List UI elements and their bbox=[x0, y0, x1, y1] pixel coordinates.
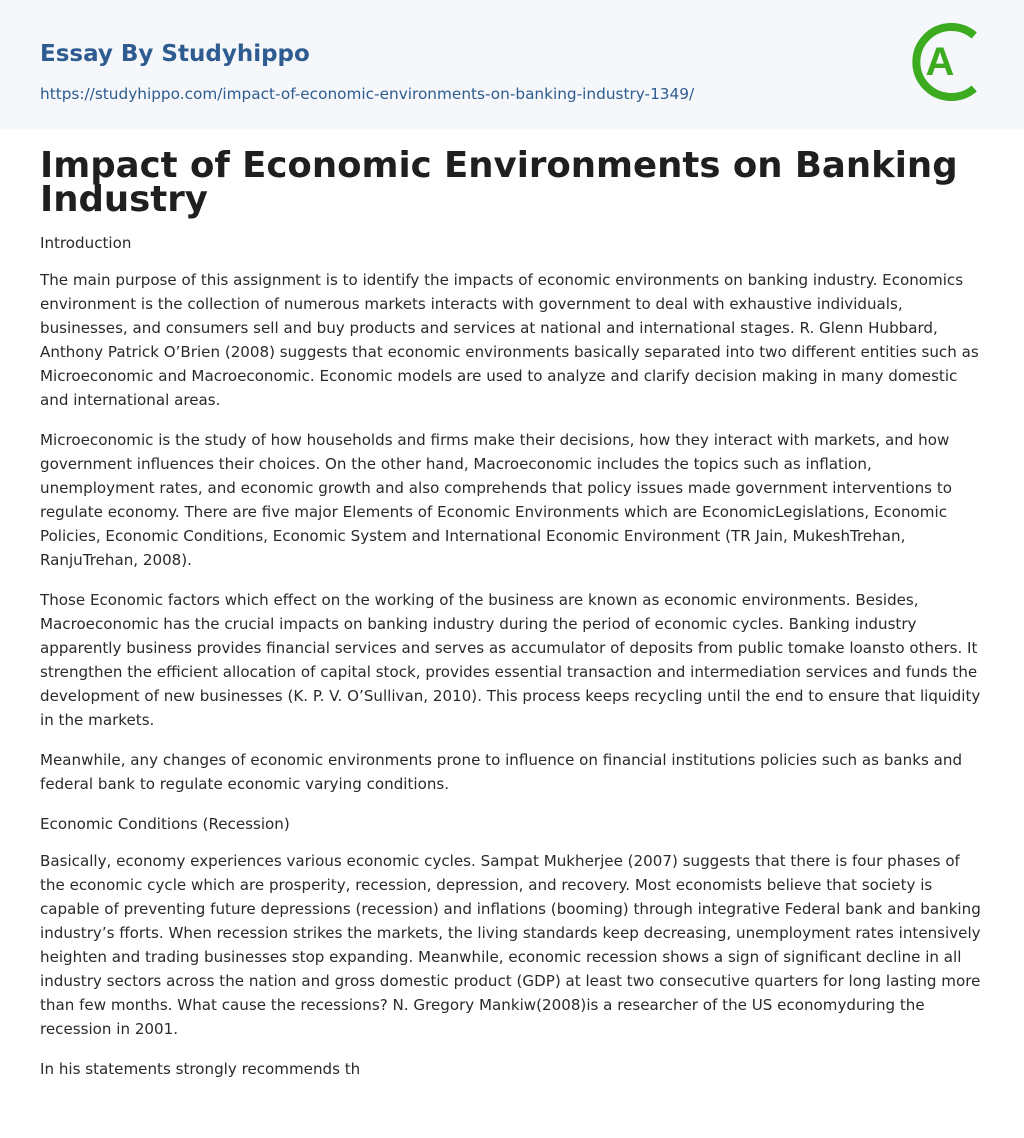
site-header bbox=[0, 0, 1024, 129]
paragraph: Basically, economy experiences various economic cycles. Sampat Mukherjee (2007) suggests that there is four phases of the economic cycle which are prosperity, recession, depression, and recovery. Most economists believe that society is capable of preventing future depressions (recession) and inflations (booming) through integrative Federal bank and banking industry’s fforts. When recession strikes the markets, the living standards keep decreasing, unemployment rates intensively heighten and trading businesses stop expanding. Meanwhile, economic recession shows a sign of significant decline in all industry sectors across the nation and gross domestic product (GDP) at least two consecutive quarters for long lasting more than few months. What cause the recessions? N. Gregory Mankiw(2008)is a researcher of the US economyduring the recession in 2001. bbox=[40, 852, 981, 1038]
paragraph-truncated: In his statements strongly recommends th bbox=[40, 1060, 361, 1078]
studyhippo-logo-icon[interactable] bbox=[906, 19, 990, 105]
section-heading-economic-conditions: Economic Conditions (Recession) bbox=[40, 815, 290, 833]
paragraph: Microeconomic is the study of how households and firms make their decisions, how they interact with markets, and how government influences their choices. On the other hand, Macroeconomic includes the topics such as inflation, unemployment rates, and economic growth and also comprehends that policy issues made government interventions to regulate economy. There are five major Elements of Economic Environments which are EconomicLegislations, Economic Policies, Economic Conditions, Economic System and International Economic Environment (TR Jain, MukeshTrehan, RanjuTrehan, 2008). bbox=[40, 431, 952, 569]
brand-title[interactable]: Essay By Studyhippo bbox=[40, 41, 310, 67]
paragraph: The main purpose of this assignment is to identify the impacts of economic environments on banking industry. Economics environment is the collection of numerous markets interacts with government to deal with exhaustive individuals, businesses, and consumers sell and buy products and services at national and international stages. R. Glenn Hubbard, Anthony Patrick O’Brien (2008) suggests that economic environments basically separated into two different entities such as Microeconomic and Macroeconomic. Economic models are used to analyze and clarify decision making in many domestic and international areas. bbox=[40, 271, 979, 409]
section-heading-introduction: Introduction bbox=[40, 234, 132, 252]
paragraph: Those Economic factors which effect on the working of the business are known as economic environments. Besides, Macroeconomic has the crucial impacts on banking industry during the period of economic cycles. Banking industry apparently business provides financial services and serves as accumulator of deposits from public tomake loansto others. It strengthen the efficient allocation of capital stock, provides essential transaction and intermediation services and funds the development of new businesses (K. P. V. O’Sullivan, 2010). This process keeps recycling until the end to ensure that liquidity in the markets. bbox=[40, 591, 981, 729]
essay-url-link[interactable]: https://studyhippo.com/impact-of-economic-environments-on-banking-industry-1349/ bbox=[40, 85, 695, 103]
essay-title: Impact of Economic Environments on Banking Industry bbox=[40, 145, 958, 220]
logo-letter: A bbox=[925, 40, 955, 84]
paragraph: Meanwhile, any changes of economic environments prone to influence on financial institutions policies such as banks and federal bank to regulate economic varying conditions. bbox=[40, 751, 963, 793]
essay-body bbox=[40, 231, 986, 1097]
